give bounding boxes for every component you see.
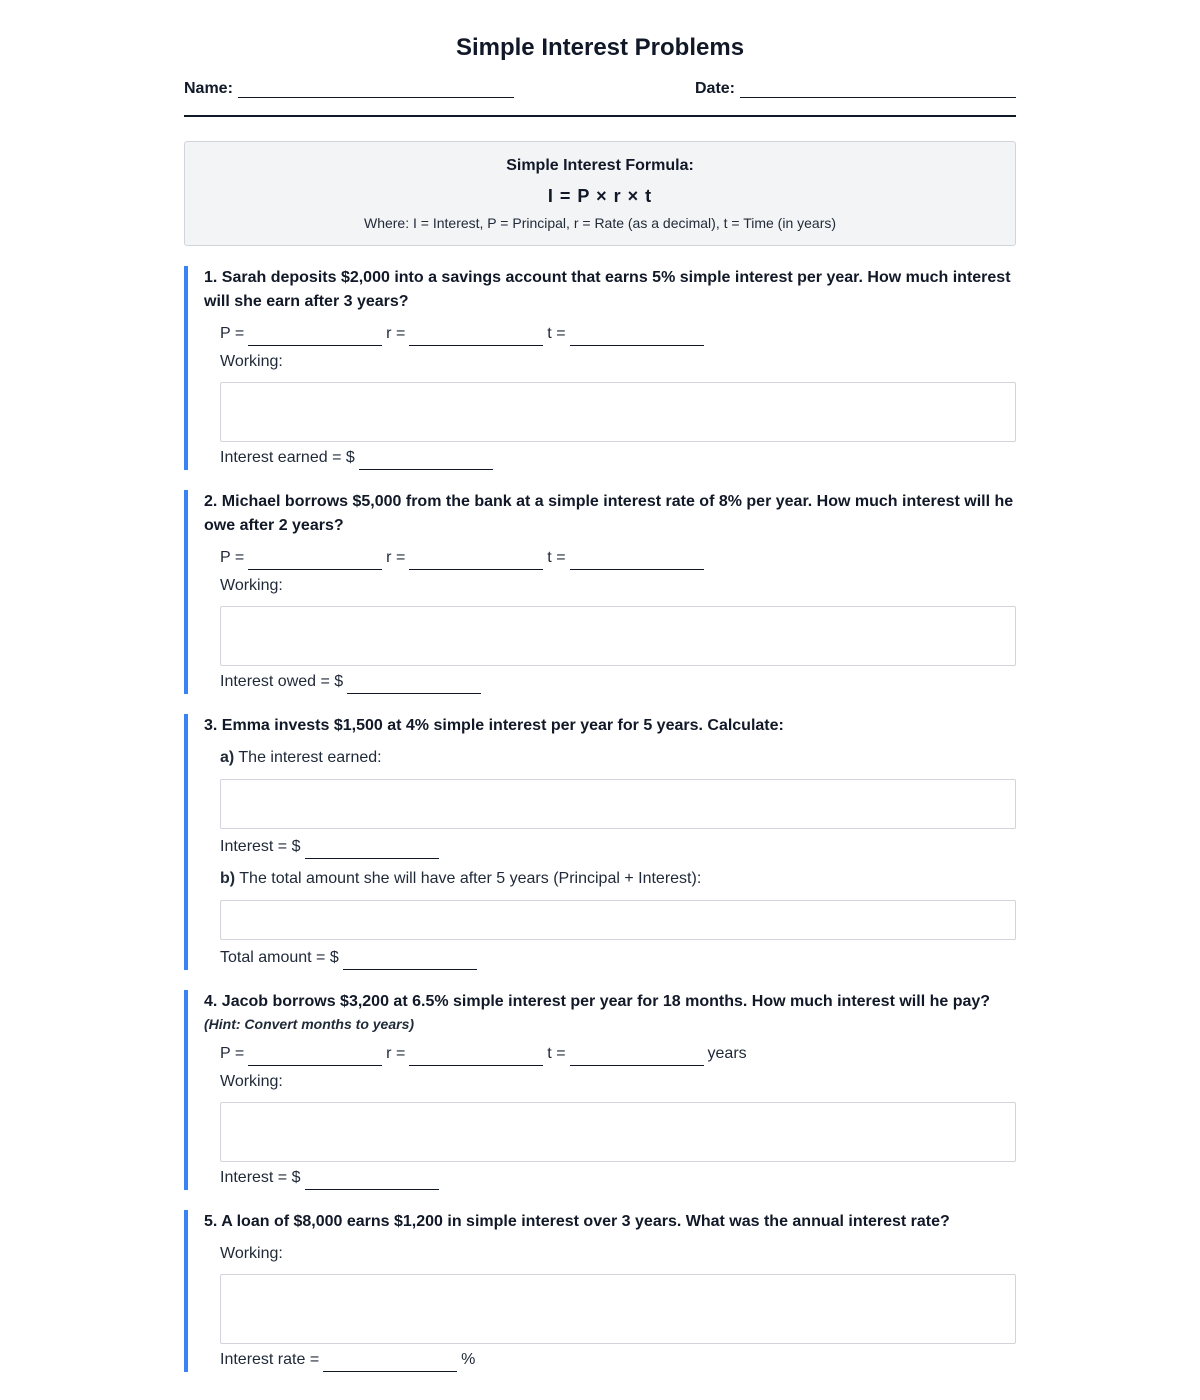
date-blank[interactable]	[740, 80, 1016, 98]
working-label: Working:	[220, 353, 283, 370]
answer-label: Interest owed = $	[220, 673, 344, 690]
working-label: Working:	[220, 1073, 283, 1090]
r-label: r =	[386, 1045, 406, 1062]
working-label: Working:	[220, 1245, 283, 1262]
t-label: t =	[547, 325, 566, 342]
p-label: P =	[220, 325, 245, 342]
p-label: P =	[220, 549, 245, 566]
part-b-letter: b)	[220, 870, 236, 887]
t-label: t =	[547, 1045, 566, 1062]
question-text: 2. Michael borrows $5,000 from the bank at a simple interest rate of 8% per year. How much interest will he owe after 2 years?	[204, 493, 1014, 534]
answer-row-b	[220, 946, 1016, 970]
formula-expression: I = P × r × t	[547, 186, 653, 206]
p-blank[interactable]	[248, 328, 382, 346]
part-a-letter: a)	[220, 749, 235, 766]
answer-row	[220, 670, 1016, 694]
answer-label: Interest = $	[220, 1169, 301, 1186]
answer-label: Total amount = $	[220, 949, 339, 966]
date-field	[695, 80, 1016, 98]
part-b-label	[220, 867, 1016, 891]
question-text: 3. Emma invests $1,500 at 4% simple interest per year for 5 years. Calculate:	[204, 717, 784, 734]
question-4	[184, 990, 1016, 1190]
answer-label: Interest earned = $	[220, 449, 355, 466]
formula-legend: Where: I = Interest, P = Principal, r = Rate (as a decimal), t = Time (in years)	[363, 215, 837, 231]
name-label: Name:	[184, 80, 233, 97]
question-hint: (Hint: Convert months to years)	[204, 1016, 415, 1032]
variables-row	[220, 546, 1016, 570]
t-blank[interactable]	[570, 1048, 704, 1066]
t-label: t =	[547, 549, 566, 566]
part-b-text: The total amount she will have after 5 years (Principal + Interest):	[235, 870, 702, 887]
name-blank[interactable]	[238, 80, 514, 98]
working-box[interactable]	[220, 1102, 1016, 1162]
question-2	[184, 490, 1016, 694]
r-label: r =	[386, 325, 406, 342]
working-box[interactable]	[220, 382, 1016, 442]
question-text: 4. Jacob borrows $3,200 at 6.5% simple interest per year for 18 months. How much interest will he pay?	[204, 993, 991, 1010]
page-title: Simple Interest Problems	[455, 34, 745, 61]
t-blank[interactable]	[570, 328, 704, 346]
part-a-label	[220, 746, 1016, 770]
p-blank[interactable]	[248, 552, 382, 570]
answer-blank[interactable]	[347, 676, 481, 694]
answer-label: Interest rate =	[220, 1351, 320, 1368]
name-field	[184, 80, 514, 98]
answer-blank[interactable]	[323, 1354, 457, 1372]
r-blank[interactable]	[409, 1048, 543, 1066]
p-label: P =	[220, 1045, 245, 1062]
percent-sign: %	[461, 1351, 476, 1368]
answer-row-a	[220, 835, 1016, 859]
answer-row	[220, 1166, 1016, 1190]
worksheet	[184, 0, 1016, 1372]
t-blank[interactable]	[570, 552, 704, 570]
working-box[interactable]	[220, 606, 1016, 666]
answer-label: Interest = $	[220, 838, 301, 855]
answer-blank[interactable]	[343, 952, 477, 970]
question-3	[184, 714, 1016, 970]
question-5	[184, 1210, 1016, 1372]
name-date-row	[184, 80, 1016, 117]
question-text: 5. A loan of $8,000 earns $1,200 in simple interest over 3 years. What was the annual interest rate?	[204, 1213, 950, 1230]
variables-row	[220, 322, 1016, 346]
working-box[interactable]	[220, 1274, 1016, 1344]
question-1	[184, 266, 1016, 470]
answer-blank[interactable]	[305, 841, 439, 859]
answer-blank[interactable]	[359, 452, 493, 470]
r-label: r =	[386, 549, 406, 566]
r-blank[interactable]	[409, 328, 543, 346]
variables-row	[220, 1042, 1016, 1066]
formula-heading: Simple Interest Formula:	[506, 157, 694, 174]
answer-row	[220, 1348, 1016, 1372]
date-label: Date:	[694, 80, 735, 97]
years-unit: years	[707, 1045, 747, 1062]
formula-box	[184, 141, 1016, 246]
working-label: Working:	[220, 577, 283, 594]
working-box-a[interactable]	[220, 779, 1016, 829]
working-box-b[interactable]	[220, 900, 1016, 940]
part-a-text: The interest earned:	[234, 749, 382, 766]
answer-row	[220, 446, 1016, 470]
p-blank[interactable]	[248, 1048, 382, 1066]
r-blank[interactable]	[409, 552, 543, 570]
question-text: 1. Sarah deposits $2,000 into a savings account that earns 5% simple interest per year. How much interest will she earn after 3 years?	[204, 269, 1011, 310]
answer-blank[interactable]	[305, 1172, 439, 1190]
